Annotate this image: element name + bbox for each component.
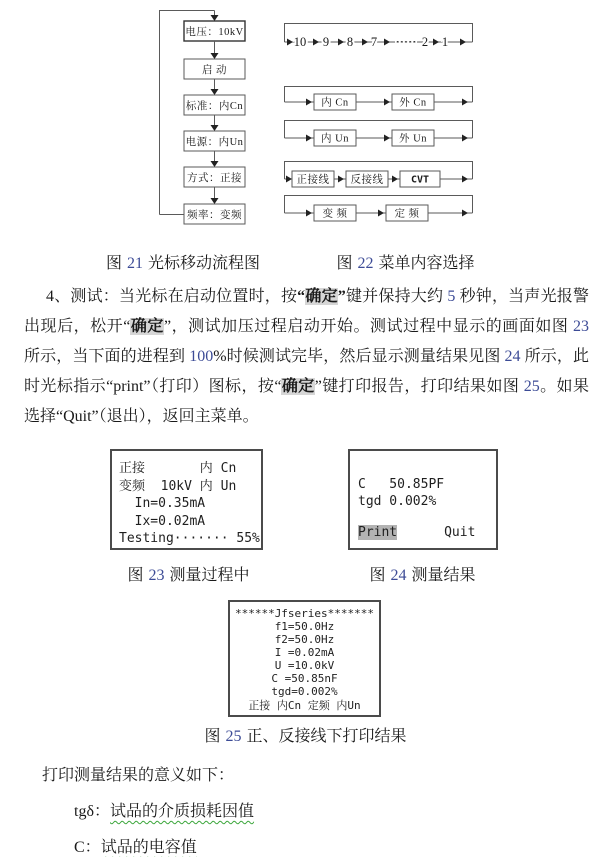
text-segment: “ [297,288,306,305]
text-segment: 确定 [281,378,315,395]
lcd-print-result-wrap [0,600,611,719]
menu-box-label: 内 Cn [321,97,349,109]
arrowhead-icon [211,15,219,21]
text-segment: δ [86,803,94,820]
figure-label: 图 [204,728,221,745]
text-segment: 所示，此时光标指示“print”（打印）图标，按“ [24,348,589,395]
arrowhead-icon [462,135,468,142]
arrowhead-icon [433,39,439,46]
text-segment: ” [337,288,346,305]
meaning-intro: 打印测量结果的意义如下： [42,767,235,784]
figure-22-caption [318,250,493,273]
sequence-step: 8 [346,35,354,49]
lcd-menu-print-quit [358,524,488,541]
lcd-line: 变频 10kV 内 Un [119,478,237,494]
loop-line [285,87,473,103]
flow-box-label: 电源：内Un [185,137,244,148]
arrowhead-icon [462,99,468,106]
meaning-item-tgd [74,798,611,821]
arrowhead-icon [287,39,293,46]
figure-title: 光标移动流程图 [148,255,261,272]
menu-box-label: 定 频 [394,208,420,220]
text-segment: 23 [572,318,589,335]
figure-title: 测量过程中 [169,567,250,584]
lcd-line: f2=50.0Hz [274,633,335,646]
text-segment: 24 [504,348,521,365]
text-segment: 确定 [305,288,338,305]
figure-title: 测量结果 [411,567,476,584]
text-segment: Quit [444,525,476,540]
text-segment: ： [94,803,111,820]
arrowhead-icon [211,125,219,131]
arrowhead-icon [211,53,219,59]
text-segment: %时候测试完毕，然后显示测量结果见图 [213,348,505,365]
arrowhead-icon [462,210,468,217]
text-segment: ”，测试加压过程启动开始。测试过程中显示的画面如图 [163,318,573,335]
arrowhead-icon [306,99,312,106]
sequence-step: 2 [421,35,429,49]
lcd-captions-row [0,562,611,588]
arrowhead-icon [338,39,344,46]
menu-box-label: 反接线 [350,174,384,186]
arrowhead-icon [362,39,368,46]
text-segment: 确定 [130,318,164,335]
lcd-screen-print-result [228,600,381,717]
figure-title: 正、反接线下打印结果 [246,728,407,745]
sequence-ellipsis: ····· [395,35,417,49]
lcd-result-values [358,476,488,510]
arrowhead-icon [211,198,219,204]
text-segment: ”键打印报告，打印结果如图 [314,378,524,395]
figure-number: 21 [127,255,143,272]
arrowhead-icon [384,39,390,46]
lcd-line: Ix=0.02mA [119,513,206,529]
arrowhead-icon [338,176,344,183]
figure-label: 图 [127,567,144,584]
arrowhead-icon [306,135,312,142]
arrowhead-icon [378,210,384,217]
menu-box-label: 内 Un [321,133,349,145]
text-segment: 试品的介质损耗因值 [110,803,255,820]
sequence-step: 7 [370,35,378,49]
result-meaning-section [0,762,611,857]
lcd-status-line: 正接 内Cn 定频 内Un [248,699,361,712]
figure-23-caption [86,562,291,585]
lcd-line: tgd 0.002% [358,494,437,509]
figure-number: 24 [390,567,407,584]
text-segment: 秒钟，当声光报警出现后，松开“ [24,288,589,335]
lcd-title-line: ******Jfseries******* [234,607,375,620]
figure-label: 图 [336,255,353,272]
lcd-screen-measuring [110,449,263,550]
arrowhead-icon [460,39,466,46]
figure-21-caption [78,250,288,273]
figure-number: 22 [357,255,374,272]
lcd-screens-row [0,449,611,556]
text-segment: tg [74,803,87,820]
lcd-line: f1=50.0Hz [274,620,335,633]
arrowhead-icon [306,210,312,217]
menu-box-label: 正接线 [296,174,330,186]
lcd-line: 正接 内 Cn [119,461,237,476]
text-segment: ： [84,839,101,856]
lcd-line: In=0.35mA [119,496,206,511]
menu-box-label: 外 Cn [399,97,427,109]
arrowhead-icon [384,99,390,106]
arrowhead-icon [384,135,390,142]
arrowhead-icon [313,39,319,46]
text-segment: 键并保持大约 [345,288,448,305]
lcd-progress-line: Testing······· 55% [119,531,260,546]
loop-line [285,121,473,139]
text-segment: 100 [189,348,214,365]
text-segment: 所示，当下面的进程到 [24,348,190,365]
arrowhead-icon [211,161,219,167]
figure-number: 23 [148,567,165,584]
meaning-item-c [74,834,611,857]
figure-label: 图 [369,567,386,584]
sequence-step: 1 [441,35,449,49]
menu-box-label: 外 Un [399,133,427,145]
menu-box-label: CVT [410,174,430,186]
figures-section [0,0,611,278]
arrowhead-icon [392,176,398,183]
figure-title: 菜单内容选择 [378,255,475,272]
flow-box-label: 标准：内Cn [185,101,244,112]
text-segment: 。如果选择“Quit”（退出），返回主菜单。 [24,378,589,425]
sequence-step: 9 [322,35,330,49]
menu-box-label: 变 频 [322,208,348,220]
lcd-line: U =10.0kV [274,659,335,672]
lcd-line: C 50.85PF [358,477,445,492]
sequence-step: 10 [293,35,307,49]
text-segment: 4、测试：当光标在启动位置时，按 [46,288,298,305]
lcd-line: C =50.85nF [271,672,338,685]
flow-box-label: 频率：变频 [187,210,242,221]
figure-24-caption [330,562,515,585]
arrowhead-icon [211,89,219,95]
test-procedure-paragraph [24,282,589,432]
figure-22-menu-selection [276,16,481,230]
figure-25-caption [0,723,611,746]
text-segment [397,525,444,540]
text-segment: C [74,839,85,856]
flow-box-label: 电压：10kV [185,27,244,38]
lcd-line: tgd=0.002% [271,685,338,698]
figure-21-cursor-flowchart [150,2,275,242]
arrowhead-icon [286,176,292,183]
figure-label: 图 [105,255,122,272]
arrowhead-icon [462,176,468,183]
text-segment: 5 [447,288,456,305]
lcd-line: I =0.02mA [274,646,335,659]
lcd-screen-result [348,449,498,550]
text-segment: Print [358,525,398,540]
flow-box-label: 启 动 [201,65,228,76]
flow-box-label: 方式：正接 [187,173,242,184]
text-segment: 试品的电容值 [100,839,197,856]
text-segment: 25 [523,378,540,395]
figure-number: 25 [225,728,242,745]
